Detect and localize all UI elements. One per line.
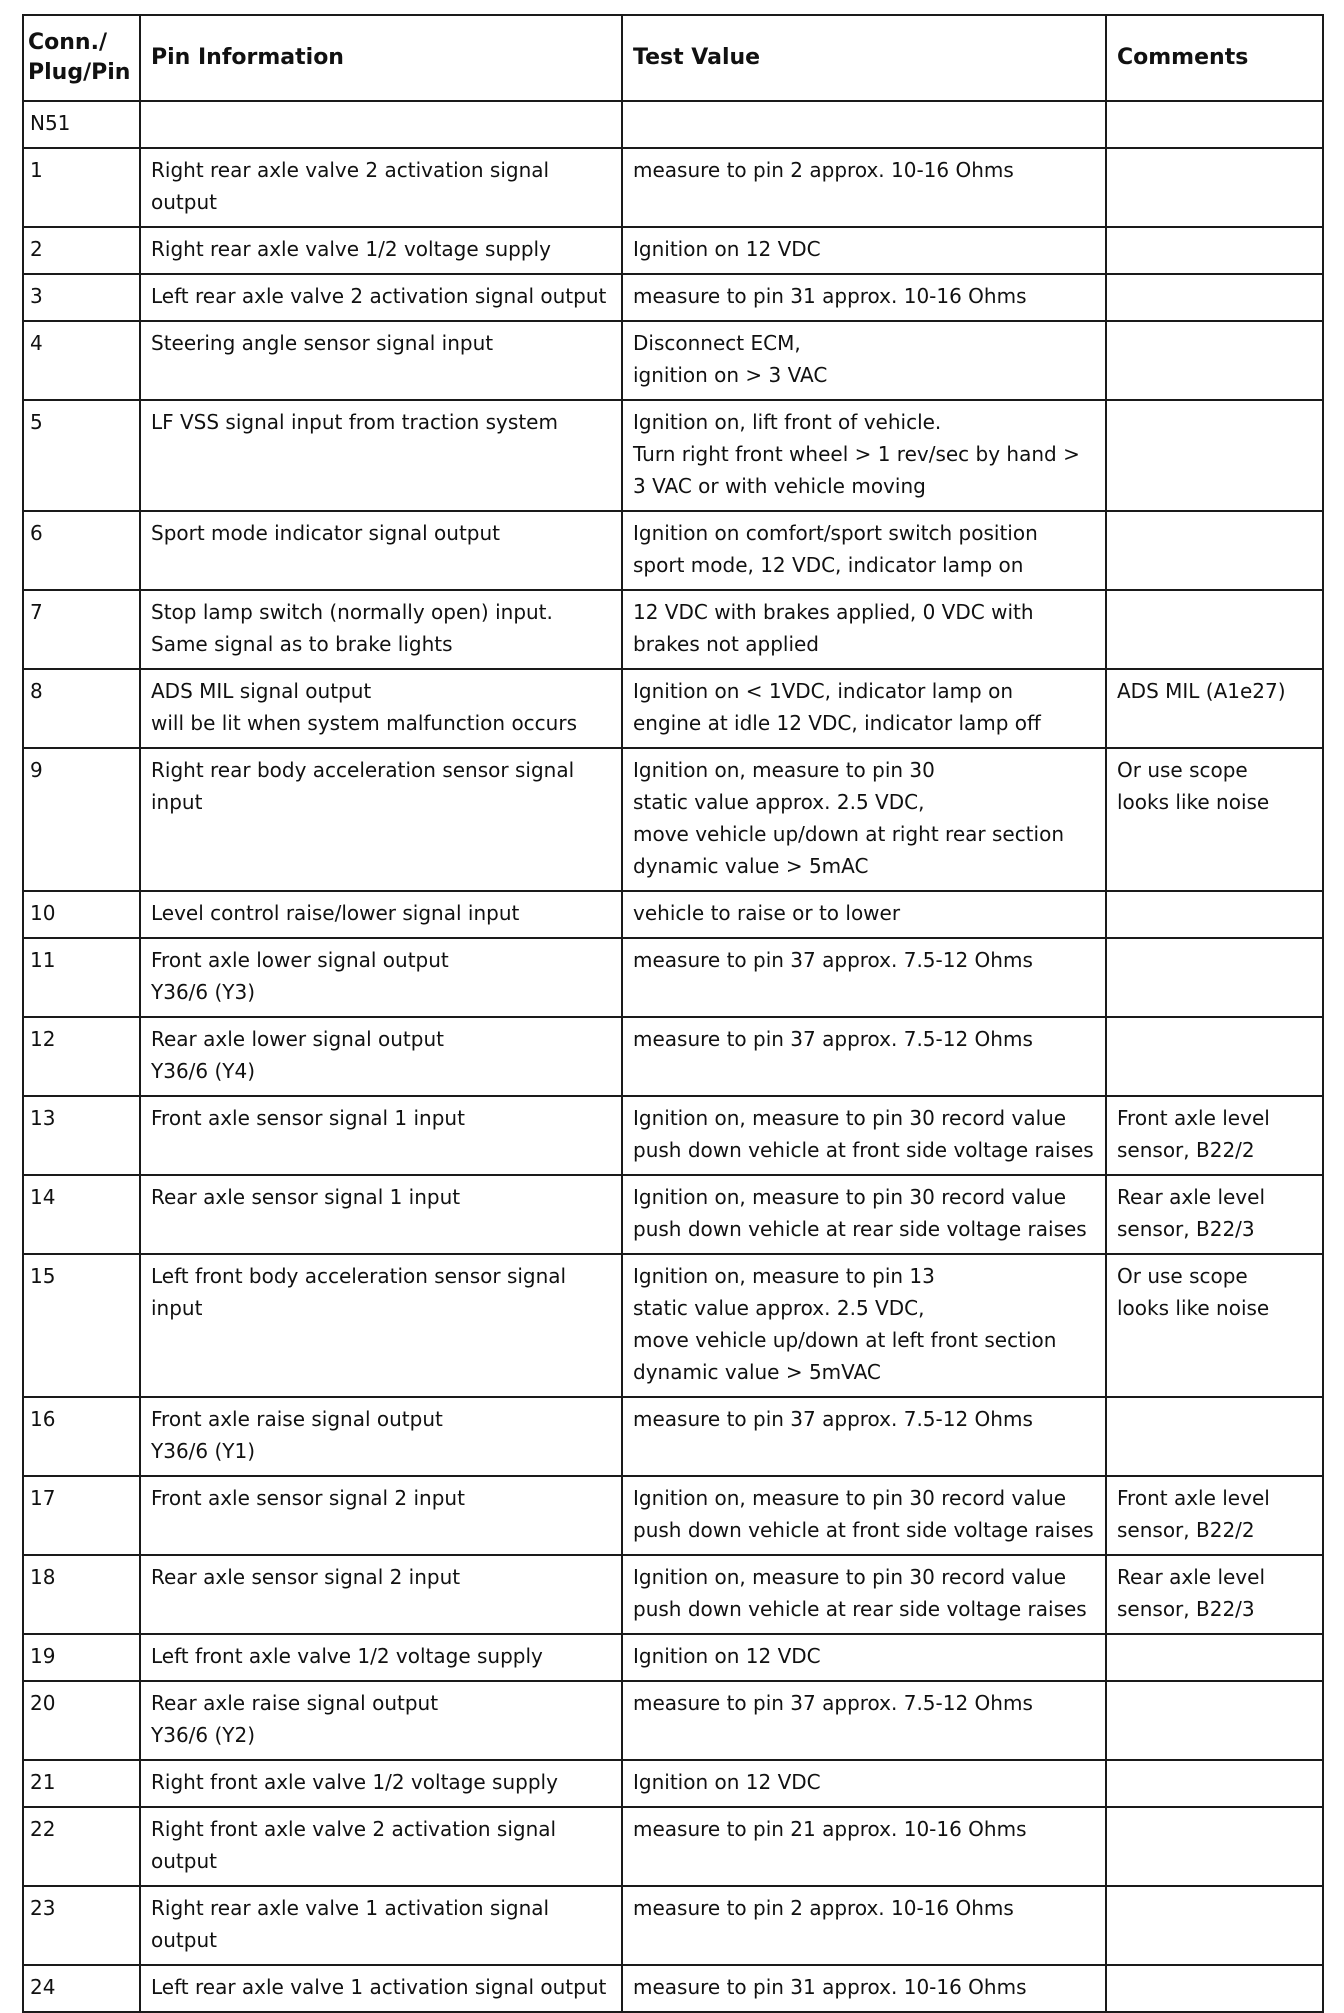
test-value-cell: measure to pin 37 approx. 7.5-12 Ohms [622, 1397, 1106, 1476]
pin-cell: 24 [23, 1965, 140, 2012]
comments-cell: Or use scope looks like noise [1106, 748, 1323, 891]
comments-cell: Front axle level sensor, B22/2 [1106, 1096, 1323, 1175]
column-header-test-value: Test Value [622, 15, 1106, 101]
pin-info-cell: Level control raise/lower signal input [140, 891, 622, 938]
test-value-cell: Ignition on < 1VDC, indicator lamp on engine at idle 12 VDC, indicator lamp off [622, 669, 1106, 748]
test-value-cell: Ignition on 12 VDC [622, 1634, 1106, 1681]
table-row [23, 1681, 1323, 1760]
comments-cell [1106, 1807, 1323, 1886]
table-row [23, 148, 1323, 227]
pin-info-cell: Steering angle sensor signal input [140, 321, 622, 400]
pin-cell: 16 [23, 1397, 140, 1476]
pin-cell: 12 [23, 1017, 140, 1096]
test-value-cell: Disconnect ECM, ignition on > 3 VAC [622, 321, 1106, 400]
test-value-cell: measure to pin 37 approx. 7.5-12 Ohms [622, 1017, 1106, 1096]
pin-cell: 14 [23, 1175, 140, 1254]
pin-cell: 19 [23, 1634, 140, 1681]
table-row [23, 748, 1323, 891]
table-row [23, 101, 1323, 148]
pin-info-table [22, 14, 1324, 2013]
comments-cell: Front axle level sensor, B22/2 [1106, 1476, 1323, 1555]
pin-cell: 10 [23, 891, 140, 938]
comments-cell [1106, 1017, 1323, 1096]
pin-cell: 15 [23, 1254, 140, 1397]
pin-cell: 20 [23, 1681, 140, 1760]
pin-info-cell: Left front axle valve 1/2 voltage supply [140, 1634, 622, 1681]
pin-info-cell: Front axle sensor signal 2 input [140, 1476, 622, 1555]
test-value-cell: Ignition on 12 VDC [622, 1760, 1106, 1807]
test-value-cell: measure to pin 2 approx. 10-16 Ohms [622, 1886, 1106, 1965]
table-row [23, 1886, 1323, 1965]
pin-cell: 17 [23, 1476, 140, 1555]
pin-info-cell: Right rear axle valve 2 activation signal output [140, 148, 622, 227]
comments-cell [1106, 1886, 1323, 1965]
comments-cell [1106, 938, 1323, 1017]
pin-cell: 6 [23, 511, 140, 590]
comments-cell [1106, 227, 1323, 274]
pin-info-cell: Front axle sensor signal 1 input [140, 1096, 622, 1175]
comments-cell: Or use scope looks like noise [1106, 1254, 1323, 1397]
table-row [23, 511, 1323, 590]
pin-cell: 22 [23, 1807, 140, 1886]
comments-cell: ADS MIL (A1e27) [1106, 669, 1323, 748]
test-value-cell: measure to pin 37 approx. 7.5-12 Ohms [622, 1681, 1106, 1760]
table-body [23, 101, 1323, 2012]
pin-info-cell: ADS MIL signal output will be lit when system malfunction occurs [140, 669, 622, 748]
pin-info-cell: Right rear body acceleration sensor signal input [140, 748, 622, 891]
table-header-row [23, 15, 1323, 101]
comments-cell [1106, 101, 1323, 148]
pin-info-cell: LF VSS signal input from traction system [140, 400, 622, 511]
comments-cell [1106, 590, 1323, 669]
test-value-cell: Ignition on, lift front of vehicle. Turn right front wheel > 1 rev/sec by hand > 3 VAC or with vehicle moving [622, 400, 1106, 511]
table-row [23, 1634, 1323, 1681]
table-row [23, 1096, 1323, 1175]
pin-info-cell: Stop lamp switch (normally open) input. Same signal as to brake lights [140, 590, 622, 669]
test-value-cell: Ignition on, measure to pin 30 record value push down vehicle at rear side voltage raises [622, 1175, 1106, 1254]
pin-info-cell: Left rear axle valve 1 activation signal output [140, 1965, 622, 2012]
test-value-cell [622, 101, 1106, 148]
comments-cell [1106, 891, 1323, 938]
test-value-cell: Ignition on 12 VDC [622, 227, 1106, 274]
comments-cell [1106, 321, 1323, 400]
pin-cell: 9 [23, 748, 140, 891]
comments-cell [1106, 400, 1323, 511]
comments-cell: Rear axle level sensor, B22/3 [1106, 1175, 1323, 1254]
comments-cell [1106, 1634, 1323, 1681]
test-value-cell: 12 VDC with brakes applied, 0 VDC with brakes not applied [622, 590, 1106, 669]
test-value-cell: Ignition on, measure to pin 30 record value push down vehicle at rear side voltage raises [622, 1555, 1106, 1634]
pin-info-cell: Rear axle raise signal output Y36/6 (Y2) [140, 1681, 622, 1760]
test-value-cell: measure to pin 21 approx. 10-16 Ohms [622, 1807, 1106, 1886]
pin-info-cell: Right front axle valve 2 activation signal output [140, 1807, 622, 1886]
test-value-cell: Ignition on, measure to pin 30 static value approx. 2.5 VDC, move vehicle up/down at right rear section dynamic value > 5mAC [622, 748, 1106, 891]
test-value-cell: measure to pin 2 approx. 10-16 Ohms [622, 148, 1106, 227]
pin-cell: 4 [23, 321, 140, 400]
test-value-cell: measure to pin 37 approx. 7.5-12 Ohms [622, 938, 1106, 1017]
table-row [23, 1760, 1323, 1807]
pin-info-cell: Right front axle valve 1/2 voltage supply [140, 1760, 622, 1807]
table-row [23, 1254, 1323, 1397]
comments-cell [1106, 511, 1323, 590]
pin-info-cell: Right rear axle valve 1 activation signal output [140, 1886, 622, 1965]
test-value-cell: Ignition on comfort/sport switch position sport mode, 12 VDC, indicator lamp on [622, 511, 1106, 590]
pin-cell: 18 [23, 1555, 140, 1634]
pin-cell: 11 [23, 938, 140, 1017]
table-row [23, 400, 1323, 511]
table-row [23, 1397, 1323, 1476]
comments-cell: Rear axle level sensor, B22/3 [1106, 1555, 1323, 1634]
pin-cell: 23 [23, 1886, 140, 1965]
pin-cell: 1 [23, 148, 140, 227]
pin-info-cell: Rear axle lower signal output Y36/6 (Y4) [140, 1017, 622, 1096]
comments-cell [1106, 274, 1323, 321]
table-row [23, 274, 1323, 321]
pin-cell: 3 [23, 274, 140, 321]
pin-info-cell: Rear axle sensor signal 1 input [140, 1175, 622, 1254]
pin-info-cell: Right rear axle valve 1/2 voltage supply [140, 227, 622, 274]
comments-cell [1106, 1681, 1323, 1760]
pin-cell: N51 [23, 101, 140, 148]
comments-cell [1106, 1965, 1323, 2012]
column-header-comments: Comments [1106, 15, 1323, 101]
pin-info-cell: Rear axle sensor signal 2 input [140, 1555, 622, 1634]
table-row [23, 1175, 1323, 1254]
pin-cell: 21 [23, 1760, 140, 1807]
test-value-cell: Ignition on, measure to pin 30 record value push down vehicle at front side voltage raises [622, 1096, 1106, 1175]
pin-info-cell: Left rear axle valve 2 activation signal output [140, 274, 622, 321]
table-row [23, 321, 1323, 400]
table-row [23, 1476, 1323, 1555]
table-row [23, 669, 1323, 748]
table-row [23, 891, 1323, 938]
pin-info-cell: Front axle raise signal output Y36/6 (Y1) [140, 1397, 622, 1476]
table-row [23, 1555, 1323, 1634]
pin-cell: 7 [23, 590, 140, 669]
test-value-cell: Ignition on, measure to pin 30 record value push down vehicle at front side voltage raises [622, 1476, 1106, 1555]
column-header-pin-information: Pin Information [140, 15, 622, 101]
comments-cell [1106, 1760, 1323, 1807]
test-value-cell: Ignition on, measure to pin 13 static value approx. 2.5 VDC, move vehicle up/down at left front section dynamic value > 5mVAC [622, 1254, 1106, 1397]
pin-info-cell [140, 101, 622, 148]
table-row [23, 1017, 1323, 1096]
comments-cell [1106, 148, 1323, 227]
column-header-conn-plug-pin: Conn./ Plug/Pin [23, 15, 140, 101]
table-row [23, 227, 1323, 274]
table-row [23, 1807, 1323, 1886]
pin-cell: 5 [23, 400, 140, 511]
table-row [23, 1965, 1323, 2012]
pin-info-cell: Left front body acceleration sensor signal input [140, 1254, 622, 1397]
comments-cell [1106, 1397, 1323, 1476]
pin-info-cell: Front axle lower signal output Y36/6 (Y3) [140, 938, 622, 1017]
pin-cell: 2 [23, 227, 140, 274]
table-row [23, 938, 1323, 1017]
pin-info-cell: Sport mode indicator signal output [140, 511, 622, 590]
pin-cell: 13 [23, 1096, 140, 1175]
test-value-cell: measure to pin 31 approx. 10-16 Ohms [622, 1965, 1106, 2012]
table-row [23, 590, 1323, 669]
pin-cell: 8 [23, 669, 140, 748]
test-value-cell: measure to pin 31 approx. 10-16 Ohms [622, 274, 1106, 321]
test-value-cell: vehicle to raise or to lower [622, 891, 1106, 938]
